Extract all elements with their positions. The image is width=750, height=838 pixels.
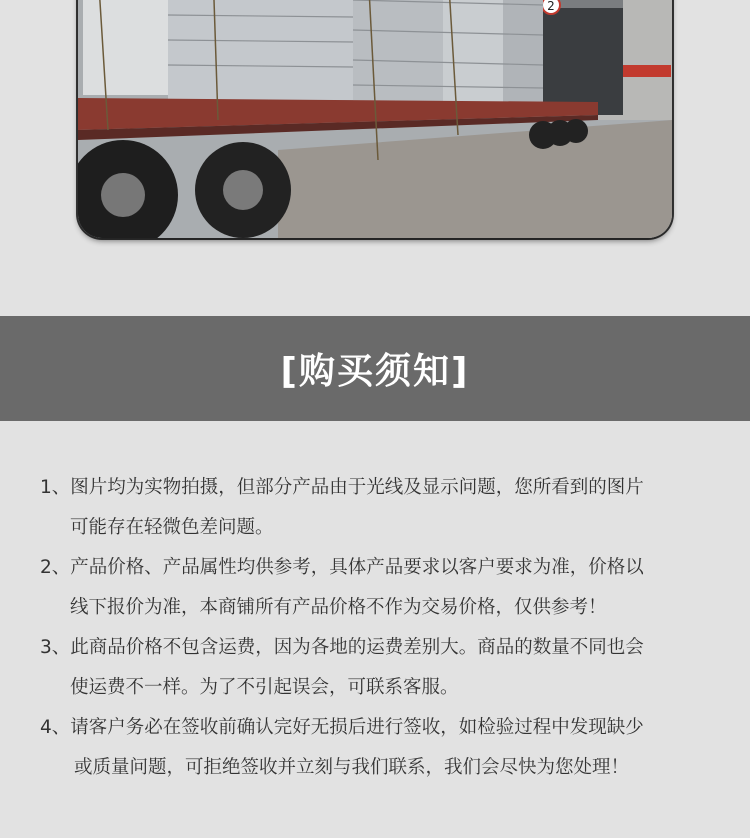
notice-line: 2、产品价格、产品属性均供参考，具体产品要求以客户要求为准，价格以 <box>40 557 644 578</box>
notice-list <box>40 476 720 796</box>
notice-line: 4、请客户务必在签收前确认完好无损后进行签收，如检验过程中发现缺少 <box>40 717 644 738</box>
notice-line: 1、图片均为实物拍摄，但部分产品由于光线及显示问题，您所看到的图片 <box>40 477 644 498</box>
notice-item <box>40 556 720 620</box>
notice-line-continued: 使运费不一样。为了不引起误会，可联系客服。 <box>70 677 459 698</box>
notice-item <box>40 716 720 780</box>
notice-line: 3、此商品价格不包含运费，因为各地的运费差别大。商品的数量不同也会 <box>40 637 644 658</box>
notice-item <box>40 476 720 540</box>
notice-line-continued: 可能存在轻微色差问题。 <box>70 517 274 538</box>
svg-text:2: 2 <box>547 0 555 13</box>
truck-photo-illustration <box>78 0 672 238</box>
notice-item <box>40 636 720 700</box>
purchase-notice-banner <box>0 316 750 421</box>
product-photo <box>78 0 672 238</box>
notice-line-continued: 线下报价为准，本商铺所有产品价格不作为交易价格，仅供参考！ <box>70 597 607 618</box>
banner-title: [购买须知] <box>280 351 470 392</box>
notice-line-continued: 或质量问题，可拒绝签收并立刻与我们联系，我们会尽快为您处理！ <box>74 757 630 778</box>
